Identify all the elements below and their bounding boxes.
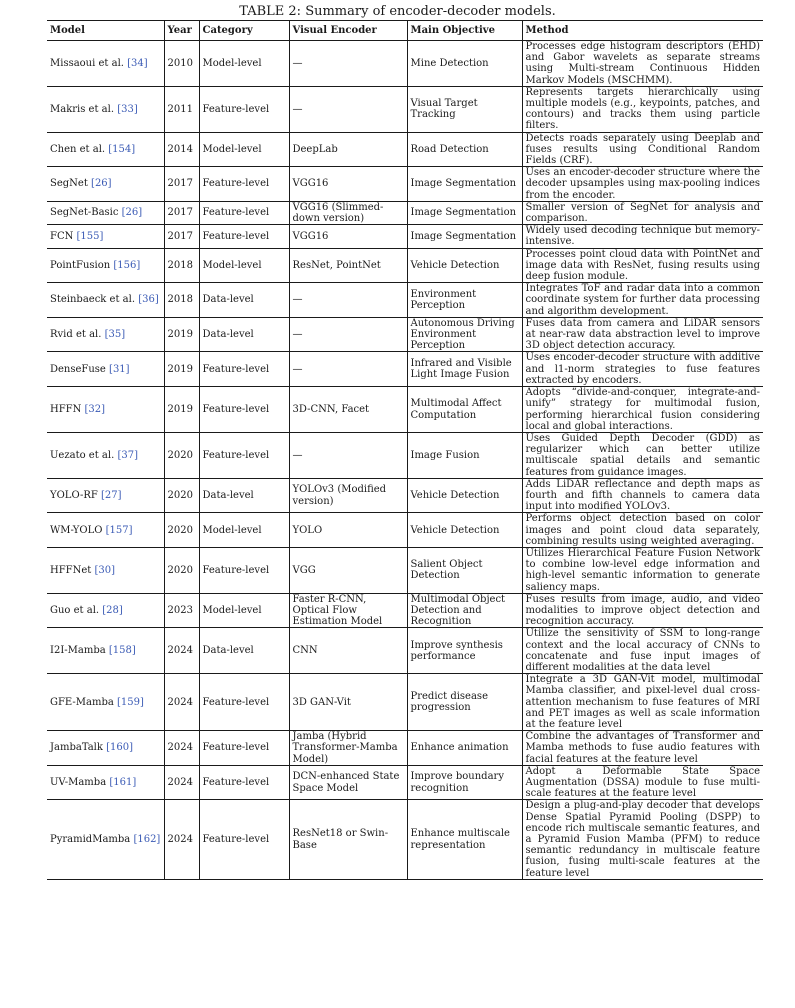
cell-year: 2018 [164, 248, 199, 283]
model-name: HFFNet [50, 564, 95, 576]
cell-category: Feature-level [199, 352, 289, 387]
cell-method: Performs object detection based on color images and point cloud data separately, combining results using weighted averaging. [522, 513, 763, 548]
cell-year: 2019 [164, 352, 199, 387]
cell-model [47, 513, 164, 548]
cell-visual-encoder: VGG16 (Slimmed-down version) [289, 201, 407, 224]
cell-category: Feature-level [199, 432, 289, 478]
cell-year: 2024 [164, 674, 199, 731]
cell-model [47, 387, 164, 433]
cell-main-objective: Vehicle Detection [407, 478, 522, 513]
cell-visual-encoder: VGG16 [289, 225, 407, 248]
cell-year: 2018 [164, 283, 199, 318]
cell-category: Model-level [199, 132, 289, 167]
header-row [47, 21, 763, 41]
citation-link[interactable]: [32] [84, 403, 106, 415]
cell-main-objective: Environment Perception [407, 283, 522, 318]
cell-method: Adds LiDAR reflectance and depth maps as fourth and fifth channels to camera data input into modified YOLOv3. [522, 478, 763, 513]
cell-year: 2023 [164, 593, 199, 628]
table-row [47, 248, 763, 283]
model-name: JambaTalk [50, 742, 107, 754]
cell-method: Integrates ToF and radar data into a common coordinate system for further data processing and algorithm development. [522, 283, 763, 318]
citation-link[interactable]: [154] [108, 143, 136, 155]
cell-method: Fuses results from image, audio, and video modalities to improve object detection and recognition accuracy. [522, 593, 763, 628]
cell-year: 2024 [164, 765, 199, 800]
citation-link[interactable]: [35] [104, 329, 126, 341]
cell-year: 2020 [164, 478, 199, 513]
cell-visual-encoder: — [289, 283, 407, 318]
cell-model [47, 248, 164, 283]
citation-link[interactable]: [160] [106, 742, 133, 754]
header-year: Year [164, 21, 199, 41]
cell-category: Data-level [199, 317, 289, 352]
cell-main-objective: Multimodal Affect Computation [407, 387, 522, 433]
cell-year: 2010 [164, 41, 199, 87]
summary-table [47, 20, 763, 880]
model-name: GFE-Mamba [50, 696, 118, 708]
cell-method: Adopts “divide-and-conquer, integrate-and-unify” strategy for multimodal fusion, performing hierarchical fusion considering local and global interactions. [522, 387, 763, 433]
cell-category: Model-level [199, 593, 289, 628]
cell-main-objective: Visual Target Tracking [407, 86, 522, 132]
table-row [47, 800, 763, 879]
model-name: WM-YOLO [50, 524, 106, 536]
cell-main-objective: Mine Detection [407, 41, 522, 87]
cell-main-objective: Improve synthesis performance [407, 628, 522, 674]
cell-category: Feature-level [199, 674, 289, 731]
table-caption: TABLE 2: Summary of encoder-decoder models. [239, 4, 556, 19]
cell-category: Feature-level [199, 167, 289, 202]
table-row [47, 765, 763, 800]
citation-link[interactable]: [157] [105, 524, 133, 536]
header-method: Method [522, 21, 763, 41]
cell-visual-encoder: Faster R-CNN, Optical Flow Estimation Model [289, 593, 407, 628]
model-name: PyramidMamba [50, 834, 134, 846]
cell-model [47, 628, 164, 674]
cell-category: Data-level [199, 283, 289, 318]
cell-visual-encoder: — [289, 352, 407, 387]
cell-main-objective: Predict disease progression [407, 674, 522, 731]
citation-link[interactable]: [27] [101, 489, 122, 501]
cell-method: Fuses data from camera and LiDAR sensors at near-raw data abstraction level to improve 3D object detection accuracy. [522, 317, 763, 352]
cell-visual-encoder: — [289, 317, 407, 352]
table-row [47, 547, 763, 593]
cell-method: Smaller version of SegNet for analysis and comparison. [522, 201, 763, 224]
model-name: PointFusion [50, 259, 114, 271]
cell-model [47, 352, 164, 387]
cell-method: Processes point cloud data with PointNet and image data with ResNet, fusing results using deep fusion module. [522, 248, 763, 283]
citation-link[interactable]: [33] [117, 103, 138, 115]
table-row [47, 478, 763, 513]
cell-category: Feature-level [199, 387, 289, 433]
cell-method: Represents targets hierarchically using multiple models (e.g., keypoints, patches, and contours) and tracks them using particle filters. [522, 86, 763, 132]
cell-method: Uses Guided Depth Decoder (GDD) as regularizer which can better utilize multiscale spatial details and semantic features from guidance images. [522, 432, 763, 478]
cell-year: 2017 [164, 167, 199, 202]
cell-method: Combine the advantages of Transformer and Mamba methods to fuse audio features with facial features at the feature level [522, 731, 763, 766]
cell-category: Data-level [199, 478, 289, 513]
model-name: HFFN [50, 403, 85, 415]
cell-model [47, 593, 164, 628]
cell-year: 2024 [164, 628, 199, 674]
cell-visual-encoder: — [289, 432, 407, 478]
table-row [47, 132, 763, 167]
cell-category: Model-level [199, 41, 289, 87]
cell-model [47, 731, 164, 766]
table-row [47, 593, 763, 628]
model-name: Rvid et al. [50, 329, 105, 341]
cell-year: 2020 [164, 547, 199, 593]
cell-model [47, 478, 164, 513]
citation-link[interactable]: [161] [109, 777, 137, 788]
cell-model [47, 547, 164, 593]
table-row [47, 432, 763, 478]
cell-category: Feature-level [199, 225, 289, 248]
cell-method: Utilize the sensitivity of SSM to long-range context and the local accuracy of CNNs to concatenate and fuse input images of different modalities at the data level [522, 628, 763, 674]
table-row [47, 225, 763, 248]
cell-model [47, 225, 164, 248]
cell-visual-encoder: — [289, 41, 407, 87]
citation-link[interactable]: [36] [138, 294, 159, 306]
cell-category: Feature-level [199, 201, 289, 224]
table-row [47, 317, 763, 352]
cell-year: 2011 [164, 86, 199, 132]
citation-link[interactable]: [26] [91, 178, 112, 190]
cell-main-objective: Improve boundary recognition [407, 765, 522, 800]
citation-link[interactable]: [155] [76, 230, 104, 242]
citation-link[interactable]: [159] [117, 696, 144, 708]
cell-visual-encoder: — [289, 86, 407, 132]
cell-category: Model-level [199, 248, 289, 283]
table-row [47, 387, 763, 433]
cell-model [47, 201, 164, 224]
model-name: Missaoui et al. [50, 57, 128, 69]
cell-main-objective: Image Segmentation [407, 201, 522, 224]
cell-category: Feature-level [199, 86, 289, 132]
table-row [47, 167, 763, 202]
cell-visual-encoder: DeepLab [289, 132, 407, 167]
cell-visual-encoder: VGG [289, 547, 407, 593]
table-row [47, 674, 763, 731]
cell-year: 2019 [164, 387, 199, 433]
cell-model [47, 800, 164, 879]
cell-model [47, 41, 164, 87]
cell-year: 2014 [164, 132, 199, 167]
cell-year: 2020 [164, 513, 199, 548]
cell-main-objective: Infrared and Visible Light Image Fusion [407, 352, 522, 387]
header-main-objective: Main Objective [407, 21, 522, 41]
model-name: UV-Mamba [50, 777, 110, 788]
table-row [47, 513, 763, 548]
model-name: FCN [50, 230, 77, 242]
citation-link[interactable]: [31] [109, 363, 130, 375]
cell-model [47, 317, 164, 352]
model-name: I2I-Mamba [50, 645, 109, 657]
cell-visual-encoder: ResNet18 or Swin-Base [289, 800, 407, 879]
cell-visual-encoder: Jamba (Hybrid Transformer-Mamba Model) [289, 731, 407, 766]
cell-main-objective: Image Segmentation [407, 225, 522, 248]
header-model: Model [47, 21, 164, 41]
citation-link[interactable]: [158] [108, 645, 136, 657]
table-row [47, 283, 763, 318]
cell-year: 2024 [164, 800, 199, 879]
cell-main-objective: Autonomous Driving Environment Perception [407, 317, 522, 352]
cell-method: Processes edge histogram descriptors (EHD) and Gabor wavelets as separate streams using Multi-stream Continuous Hidden Markov Models (MSCHMM). [522, 41, 763, 87]
cell-year: 2017 [164, 225, 199, 248]
model-name: Steinbaeck et al. [50, 294, 139, 306]
cell-year: 2020 [164, 432, 199, 478]
cell-main-objective: Vehicle Detection [407, 513, 522, 548]
table-row [47, 628, 763, 674]
cell-model [47, 283, 164, 318]
table-row [47, 86, 763, 132]
cell-model [47, 765, 164, 800]
citation-link[interactable]: [37] [117, 449, 138, 461]
cell-year: 2017 [164, 201, 199, 224]
cell-main-objective: Vehicle Detection [407, 248, 522, 283]
cell-category: Model-level [199, 513, 289, 548]
cell-method: Design a plug-and-play decoder that develops Dense Spatial Pyramid Pooling (DSPP) to encode rich multiscale semantic features, and a Pyramid Fusion Mamba (PFM) to reduce semantic redundancy in multiscale feature fusion, fusing multi-scale features at the feature level [522, 800, 763, 879]
cell-category: Feature-level [199, 547, 289, 593]
cell-visual-encoder: YOLOv3 (Modified version) [289, 478, 407, 513]
model-name: Makris et al. [50, 103, 118, 115]
cell-main-objective: Salient Object Detection [407, 547, 522, 593]
cell-main-objective: Image Segmentation [407, 167, 522, 202]
cell-visual-encoder: YOLO [289, 513, 407, 548]
table-row [47, 352, 763, 387]
cell-method: Integrate a 3D GAN-Vit model, multimodal Mamba classifier, and pixel-level dual cross-attention mechanism to fuse features of MRI and PET images as well as scale information at the feature level [522, 674, 763, 731]
cell-year: 2019 [164, 317, 199, 352]
cell-category: Data-level [199, 628, 289, 674]
table-row [47, 41, 763, 87]
cell-model [47, 674, 164, 731]
cell-visual-encoder: DCN-enhanced State Space Model [289, 765, 407, 800]
model-name: SegNet-Basic [50, 207, 122, 219]
cell-visual-encoder: VGG16 [289, 167, 407, 202]
citation-link[interactable]: [156] [113, 259, 141, 271]
cell-main-objective: Enhance multiscale representation [407, 800, 522, 879]
citation-link[interactable]: [28] [102, 604, 123, 616]
model-name: Guo et al. [50, 604, 103, 616]
cell-main-objective: Road Detection [407, 132, 522, 167]
cell-visual-encoder: 3D-CNN, Facet [289, 387, 407, 433]
cell-visual-encoder: 3D GAN-Vit [289, 674, 407, 731]
cell-model [47, 432, 164, 478]
cell-model [47, 167, 164, 202]
cell-method: Widely used decoding technique but memory-intensive. [522, 225, 763, 248]
cell-method: Adopt a Deformable State Space Augmentation (DSSA) module to fuse multi-scale features at the feature level [522, 765, 763, 800]
cell-visual-encoder: ResNet, PointNet [289, 248, 407, 283]
model-name: DenseFuse [50, 363, 110, 375]
header-category: Category [199, 21, 289, 41]
table-row [47, 201, 763, 224]
cell-year: 2024 [164, 731, 199, 766]
cell-visual-encoder: CNN [289, 628, 407, 674]
table-row [47, 731, 763, 766]
model-name: YOLO-RF [50, 489, 102, 501]
cell-method: Uses encoder-decoder structure with additive and l1-norm strategies to fuse features extracted by encoders. [522, 352, 763, 387]
cell-category: Feature-level [199, 800, 289, 879]
citation-link[interactable]: [34] [127, 57, 148, 69]
cell-category: Feature-level [199, 731, 289, 766]
citation-link[interactable]: [162] [133, 834, 161, 846]
cell-main-objective: Multimodal Object Detection and Recognition [407, 593, 522, 628]
cell-method: Detects roads separately using Deeplab and fuses results using Conditional Random Fields (CRF). [522, 132, 763, 167]
model-name: SegNet [50, 178, 92, 190]
header-visual-encoder: Visual Encoder [289, 21, 407, 41]
cell-main-objective: Image Fusion [407, 432, 522, 478]
cell-main-objective: Enhance animation [407, 731, 522, 766]
model-name: Chen et al. [50, 143, 109, 155]
cell-category: Feature-level [199, 765, 289, 800]
cell-model [47, 86, 164, 132]
citation-link[interactable]: [26] [121, 207, 143, 219]
cell-model [47, 132, 164, 167]
cell-method: Utilizes Hierarchical Feature Fusion Network to combine low-level edge information and high-level semantic information to generate saliency maps. [522, 547, 763, 593]
cell-method: Uses an encoder-decoder structure where the decoder upsamples using max-pooling indices from the encoder. [522, 167, 763, 202]
model-name: Uezato et al. [50, 449, 118, 461]
citation-link[interactable]: [30] [94, 564, 115, 576]
